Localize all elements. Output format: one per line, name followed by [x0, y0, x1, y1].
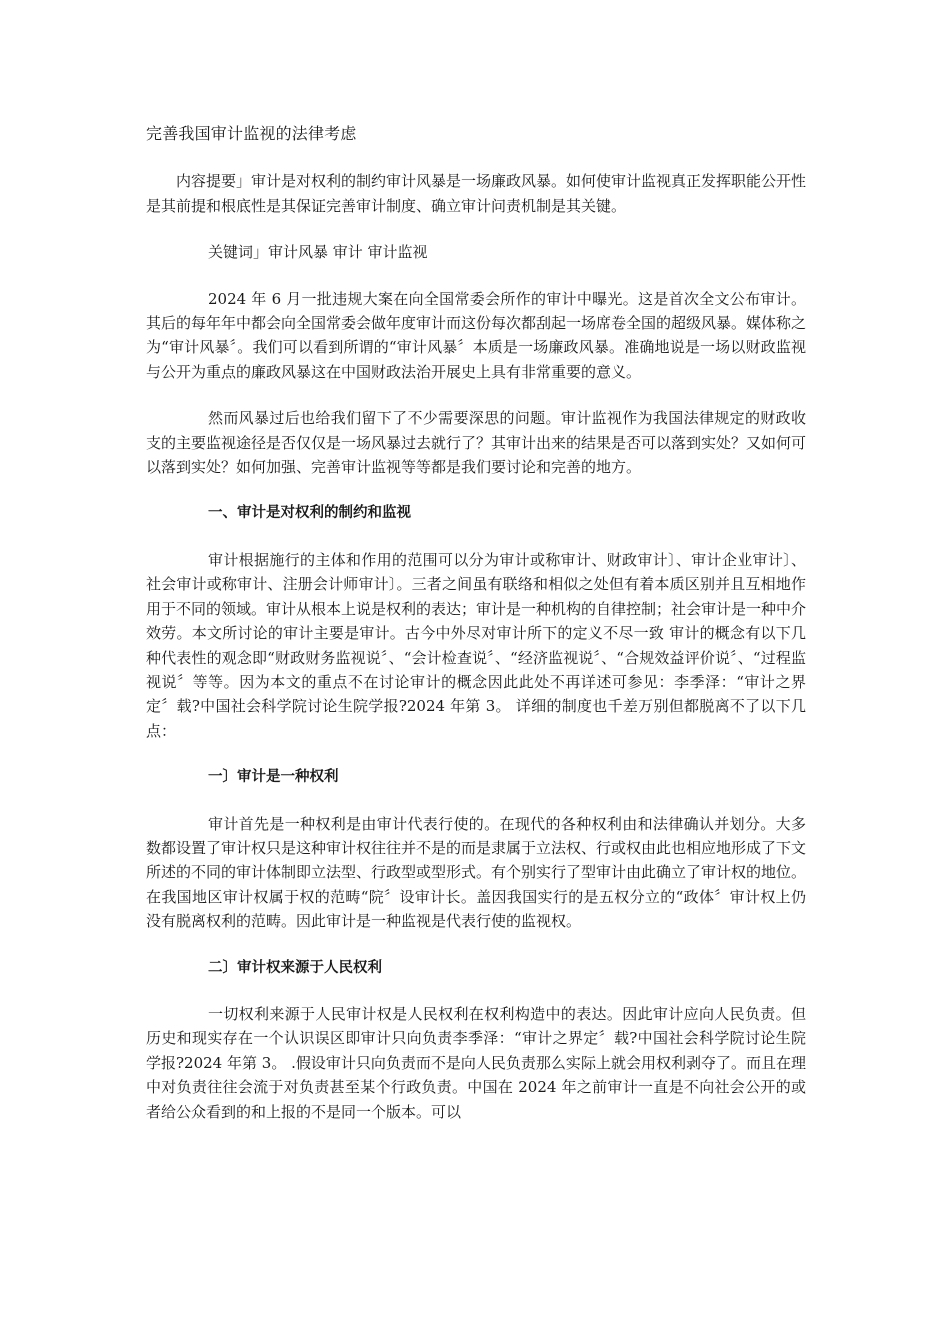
- keywords-line: 关键词」审计风暴 审计 审计监视: [208, 243, 428, 262]
- body-paragraph-4: 审计首先是一种权利是由审计代表行使的。在现代的各种权利由和法律确认并划分。大多数都设置了审计权只是这种审计权往往并不是的而是隶属于立法权、行或权由此也相应地形成了下文所述的不同的审计体制即立法型、行政型或型形式。有个别实行了型审计由此确立了审计权的地位。在我国地区审计权属于权的范畴“院〞设审计长。盖因我国实行的是五权分立的“政体〞审计权上仍没有脱离权利的范畴。因此审计是一种监视是代表行使的监视权。: [146, 814, 807, 931]
- body-paragraph-2: 然而风暴过后也给我们留下了不少需要深思的问题。审计监视作为我国法律规定的财政收支的主要监视途径是否仅仅是一场风暴过去就行了？其审计出来的结果是否可以落到实处？又如何可以落到实处？如何加强、完善审计监视等等都是我们要讨论和完善的地方。: [146, 409, 807, 477]
- section-heading-1: 一、审计是对权利的制约和监视: [208, 505, 411, 522]
- body-paragraph-3: 审计根据施行的主体和作用的范围可以分为审计或称审计、财政审计〕、审计企业审计〕、社会审计或称审计、注册会计师审计〕。三者之间虽有联络和相似之处但有着本质区别并且互相地作用于不同的领域。审计从根本上说是权利的表达；审计是一种机构的自律控制；社会审计是一种中介效劳。本文所讨论的审计主要是审计。古今中外尽对审计所下的定义不尽一致 审计的概念有以下几种代表性的观念即“财政财务监视说〞、“会计检查说〞、“经济监视说〞、“合规效益评价说〞、“过程监视说〞等等。因为本文的重点不在讨论审计的概念因此此处不再详述可参见：李季泽：“审计之界定〞载?中国社会科学院讨论生院学报?2024 年第 3。 详细的制度也千差万别但都脱离不了以下几点：: [146, 550, 807, 740]
- body-paragraph-5: 一切权利来源于人民审计权是人民权利在权利构造中的表达。因此审计应向人民负责。但历史和现实存在一个认识误区即审计只向负责李季泽：“审计之界定〞载?中国社会科学院讨论生院学报?2024 年第 3。 .假设审计只向负责而不是向人民负责那么实际上就会用权利剥夺了。而且在理中对负责往往会流于对负责甚至某个行政负责。中国在 2024 年之前审计一直是不向社会公开的或者给公众看到的和上报的不是同一个版本。可以: [146, 1004, 806, 1121]
- subsection-heading-1: 一〕审计是一种权利: [208, 769, 339, 786]
- document-body: [146, 122, 806, 1146]
- body-paragraph-1: 2024 年 6 月一批违规大案在向全国常委会所作的审计中曝光。这是首次全文公布审计。其后的每年年中都会向全国常委会做年度审计而这份每次都刮起一场席卷全国的超级风暴。媒体称之为“审计风暴〞。我们可以看到所谓的“审计风暴〞本质是一场廉政风暴。准确地说是一场以财政监视与公开为重点的廉政风暴这在中国财政法治开展史上具有非常重要的意义。: [146, 289, 807, 381]
- document-title: 完善我国审计监视的法律考虑: [146, 124, 357, 143]
- abstract-paragraph: 内容提要」审计是对权利的制约审计风暴是一场廉政风暴。如何使审计监视真正发挥职能公开性是其前提和根底性是其保证完善审计制度、确立审计问责机制是其关键。: [146, 172, 807, 215]
- subsection-heading-2: 二〕审计权来源于人民权利: [208, 959, 382, 976]
